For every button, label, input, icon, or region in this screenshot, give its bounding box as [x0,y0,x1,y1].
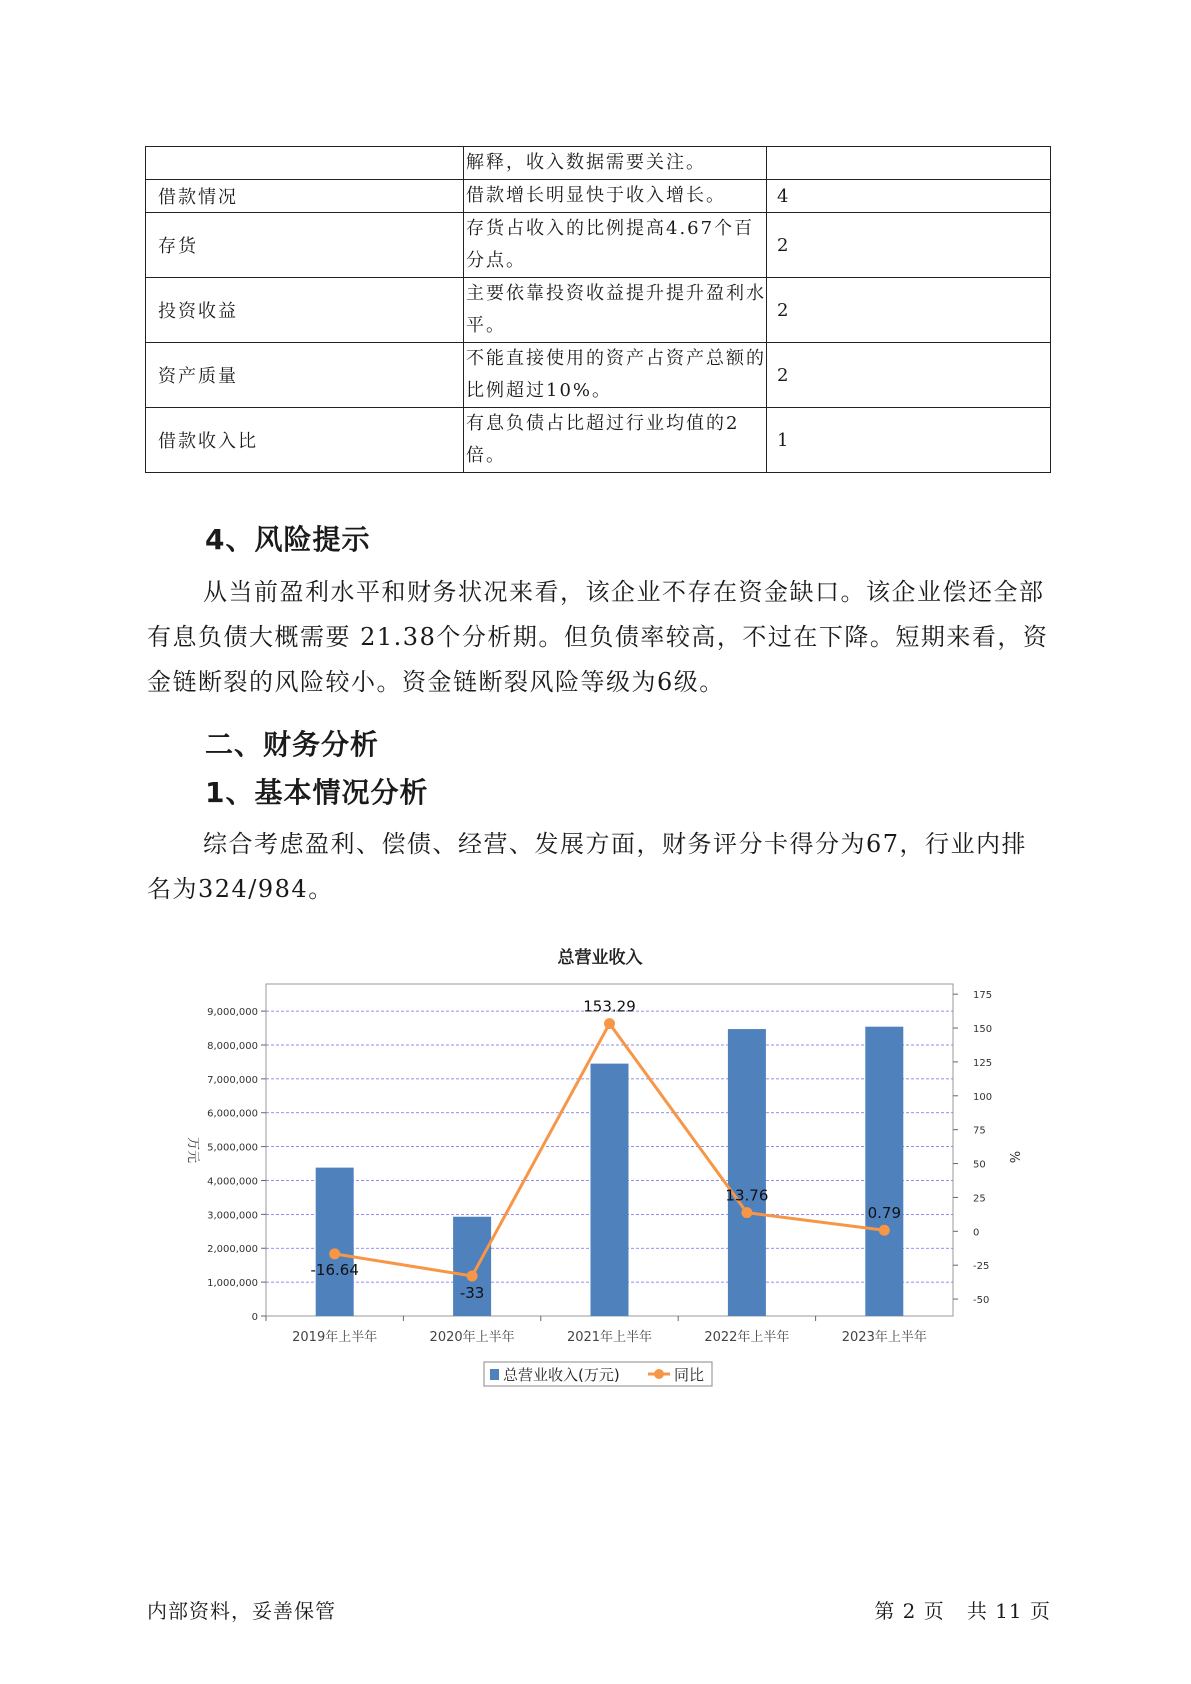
y-tick-label: 6,000,000 [207,1108,258,1120]
table-cell-description: 有息负债占比超过行业均值的2倍。 [464,408,767,473]
risk-heading: 4、风险提示 [205,523,371,556]
table-cell-score: 2 [767,213,1051,278]
y-axis-label: 万元 [185,1136,200,1164]
y-tick-label: 4,000,000 [207,1176,258,1188]
x-tick-label: 2020年上半年 [429,1330,515,1345]
data-label: 153.29 [583,997,636,1016]
y-tick-label: 7,000,000 [207,1074,258,1086]
finance-paragraph: 综合考虑盈利、偿债、经营、发展方面，财务评分卡得分为67，行业内排名为324/984。 [147,830,1028,903]
y2-tick-label: 50 [973,1159,986,1171]
table-cell-description: 存货占收入的比例提高4.67个百分点。 [464,213,767,278]
y-tick-label: 9,000,000 [207,1007,258,1019]
table-cell-description: 不能直接使用的资产占资产总额的比例超过10%。 [464,343,767,408]
yoy-point [879,1225,890,1236]
finance-heading: 二、财务分析 [205,728,380,761]
yoy-point [604,1018,615,1029]
y-tick-label: 2,000,000 [207,1244,258,1256]
y2-tick-label: 175 [973,990,993,1002]
y2-tick-label: 125 [973,1057,993,1069]
y2-tick-label: 100 [973,1091,993,1103]
x-tick-label: 2019年上半年 [292,1330,378,1345]
data-label: 0.79 [867,1204,902,1223]
y-tick-label: 0 [251,1312,258,1323]
bar [728,1029,766,1316]
y-tick-label: 3,000,000 [207,1210,258,1222]
x-tick-label: 2021年上半年 [566,1330,653,1345]
bar [316,1168,354,1316]
table-cell-score: 2 [767,278,1051,343]
legend-bar-label: 总营业收入(万元) [503,1366,620,1384]
footer-left: 内部资料，妥善保管 [147,1599,336,1623]
table-cell-description: 主要依靠投资收益提升提升盈利水平。 [464,278,767,343]
y2-tick-label: -25 [973,1261,990,1273]
bar [591,1064,629,1316]
legend-line-marker [654,1369,664,1379]
table-cell-item: 借款收入比 [146,408,464,473]
y2-tick-label: -50 [973,1295,990,1307]
chart-title: 总营业收入 [557,948,643,968]
table-cell-description: 借款增长明显快于收入增长。 [464,180,767,213]
table-cell-item: 资产质量 [146,343,464,408]
risk-paragraph: 从当前盈利水平和财务状况来看，该企业不存在资金缺口。该企业偿还全部有息负债大概需要 21.38个分析期。但负债率较高，不过在下降。短期来看，资金链断裂的风险较小。资金链断裂风险等级为6级。 [147,578,1049,696]
table-cell-item: 借款情况 [146,180,464,213]
basic-analysis-heading: 1、基本情况分析 [205,776,429,809]
table-cell-score: 4 [767,180,1051,213]
footer-page-number: 第 2 页 共 11 页 [874,1599,1051,1623]
y2-tick-label: 75 [973,1125,986,1137]
table-cell-score: 1 [767,408,1051,473]
yoy-point [467,1271,478,1282]
y-tick-label: 1,000,000 [207,1278,258,1290]
y2-axis-label: % [1006,1150,1021,1164]
data-label: -16.64 [310,1260,359,1279]
x-tick-label: 2022年上半年 [704,1330,790,1345]
legend-line-label: 同比 [674,1366,705,1384]
bar [865,1027,903,1316]
y2-tick-label: 0 [973,1227,980,1239]
x-tick-label: 2023年上半年 [841,1330,927,1345]
y2-tick-label: 25 [973,1193,986,1205]
y-tick-label: 5,000,000 [207,1142,258,1154]
table-cell-item: 存货 [146,213,464,278]
yoy-point [329,1248,340,1259]
table-cell-description: 解释，收入数据需要关注。 [464,147,767,180]
table-cell-score: 2 [767,343,1051,408]
data-label: -33 [459,1284,485,1303]
legend-bar-swatch [490,1369,499,1380]
y-tick-label: 8,000,000 [207,1040,258,1052]
data-label: 13.76 [725,1186,769,1205]
yoy-point [741,1207,752,1218]
table-cell-item: 投资收益 [146,278,464,343]
y2-tick-label: 150 [973,1024,993,1036]
